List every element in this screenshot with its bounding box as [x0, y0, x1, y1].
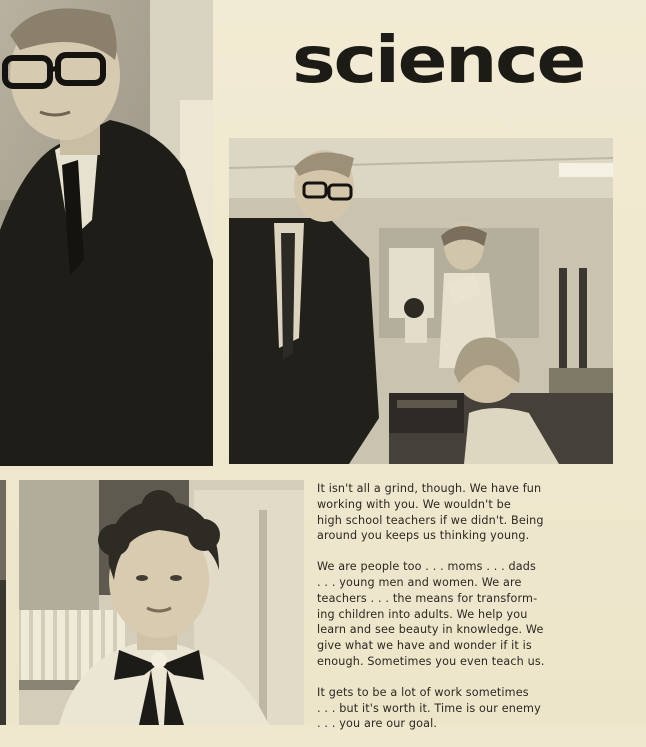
photo-student-portrait: [0, 0, 213, 466]
body-copy: [317, 481, 617, 747]
title-text: science: [292, 24, 584, 98]
photo-classroom-lab: [229, 138, 613, 464]
photo-teacher-portrait: [19, 480, 304, 725]
paragraph-3: It gets to be a lot of work sometimes . . . but it's worth it. Time is our enemy . . . you are our goal.: [317, 685, 541, 731]
page-title: [288, 4, 588, 104]
paragraph-1: It isn't all a grind, though. We have fun working with you. We wouldn't be high school teachers if we didn't. Being around you keeps us thinking young.: [317, 482, 544, 543]
photo-edge-strip: [0, 480, 6, 725]
paragraph-2: We are people too . . . moms . . . dads . . . young men and women. We are teachers . . . the means for transform- ing children into adults. We help you learn and see beauty in knowledge. We give what we have and wonder if it is enough. Sometimes you even teach us.: [317, 560, 545, 668]
